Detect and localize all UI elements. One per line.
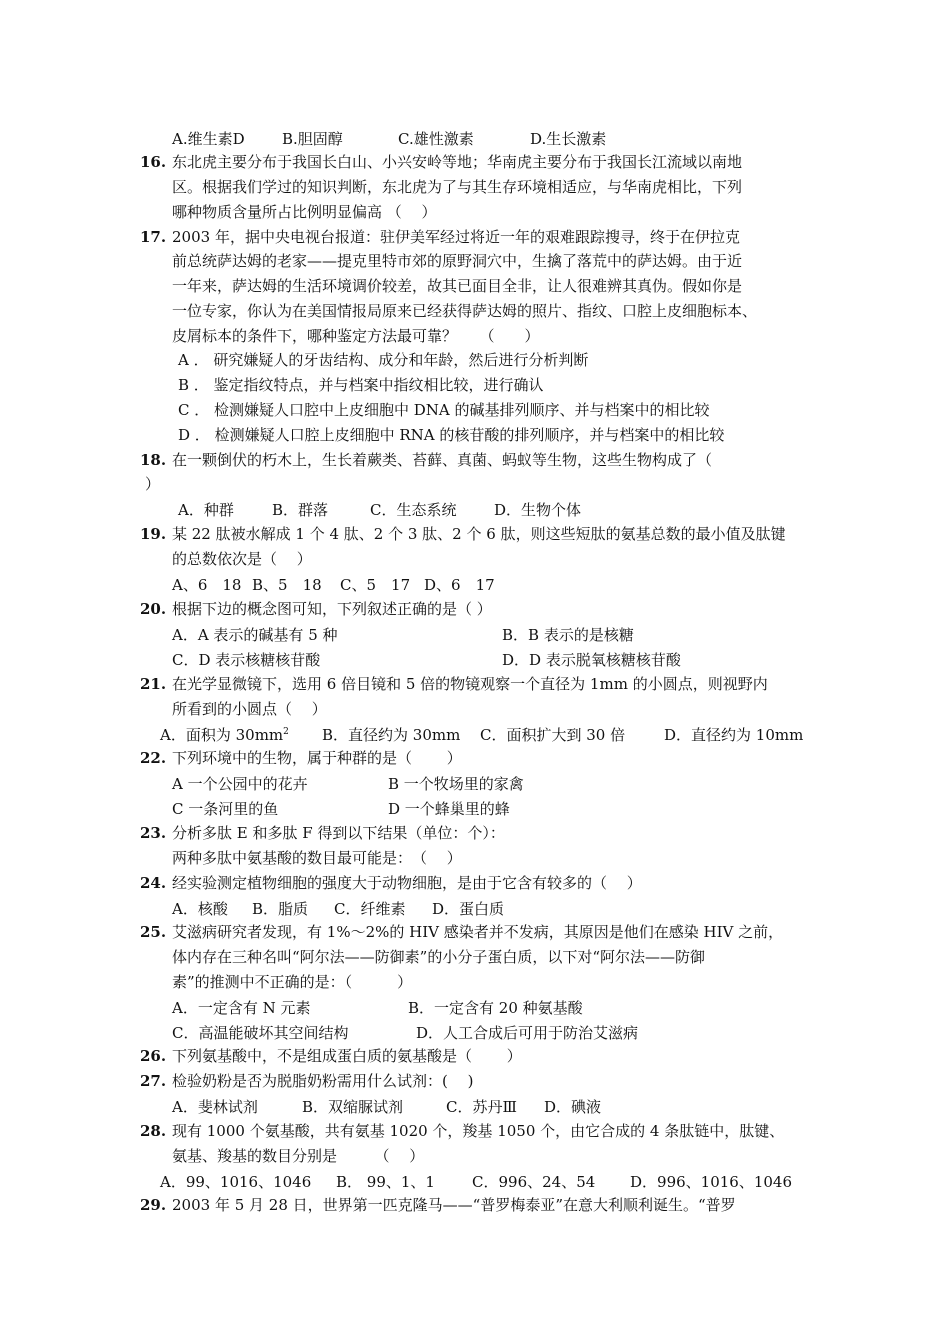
q18-line-1: 在一颗倒伏的朽木上，生长着蕨类、苔藓、真菌、蚂蚁等生物，这些生物构成了（ <box>172 451 713 469</box>
q18-option-a: A．种群 <box>178 501 234 519</box>
q20-option-a: A．A 表示的碱基有 5 种 <box>172 626 338 644</box>
q23-line-1: 分析多肽 E 和多肽 F 得到以下结果（单位：个）： <box>172 824 505 842</box>
q25-line-3: 素”的推测中不正确的是：（ ） <box>172 973 413 991</box>
q15-option-a: A.维生素D <box>172 130 245 148</box>
q27-option-d: D．碘液 <box>544 1098 602 1116</box>
q17-option-a: A ． 研究嫌疑人的牙齿结构、成分和年龄，然后进行分析判断 <box>178 351 589 369</box>
q16-line-3: 哪种物质含量所占比例明显偏高 （ ） <box>172 203 437 221</box>
q20-line-1: 根据下边的概念图可知，下列叙述正确的是（ ） <box>172 600 492 618</box>
q25-line-2: 体内存在三种名叫“阿尔法——防御素”的小分子蛋白质，以下对“阿尔法——防御 <box>172 948 706 966</box>
q17-line-3: 一年来，萨达姆的生活环境调价较差，故其已面目全非，让人很难辨其真伪。假如你是 <box>172 277 743 295</box>
q18-option-d: D．生物个体 <box>494 501 582 519</box>
q17-option-d: D ． 检测嫌疑人口腔上皮细胞中 RNA 的核苷酸的排列顺序，并与档案中的相比较 <box>178 426 725 444</box>
q22-option-b: B 一个牧场里的家禽 <box>388 775 524 793</box>
q24-option-c: C．纤维素 <box>334 900 406 918</box>
q16-line-2: 区。根据我们学过的知识判断，东北虎为了与其生存环境相适应，与华南虎相比，下列 <box>172 178 743 196</box>
q19-line-2: 的总数依次是（ ） <box>172 550 312 568</box>
q27-option-a: A．斐林试剂 <box>172 1098 258 1116</box>
q19-option-d: D、6 17 <box>424 576 495 594</box>
q25-option-b: B．一定含有 20 种氨基酸 <box>408 999 583 1017</box>
q22-number: 22. <box>140 749 167 767</box>
q21-option-a: A．面积为 $30mm^2$ <box>160 726 289 744</box>
q16-line-1: 东北虎主要分布于我国长白山、小兴安岭等地；华南虎主要分布于我国长江流域以南地 <box>172 153 743 171</box>
q20-number: 20. <box>140 600 167 618</box>
q28-number: 28. <box>140 1122 167 1140</box>
q16-number: 16. <box>140 153 167 171</box>
q28-option-d: D．996、1016、1046 <box>630 1173 793 1191</box>
q25-option-d: D．人工合成后可用于防治艾滋病 <box>416 1024 639 1042</box>
q27-option-b: B．双缩脲试剂 <box>302 1098 404 1116</box>
q19-number: 19. <box>140 525 167 543</box>
q23-number: 23. <box>140 824 167 842</box>
q24-line-1: 经实验测定植物细胞的强度大于动物细胞，是由于它含有较多的（ ） <box>172 874 642 892</box>
q17-line-2: 前总统萨达姆的老家——提克里特市郊的原野洞穴中，生擒了落荒中的萨达姆。由于近 <box>172 252 743 270</box>
q25-option-c: C．高温能破坏其空间结构 <box>172 1024 349 1042</box>
q26-number: 26. <box>140 1047 167 1065</box>
q19-option-b: B、5 18 <box>252 576 322 594</box>
q19-option-a: A、6 18 <box>172 576 242 594</box>
q20-option-c: C．D 表示核糖核苷酸 <box>172 651 321 669</box>
q18-option-c: C．生态系统 <box>370 501 457 519</box>
q15-option-b: B.胆固醇 <box>282 130 343 148</box>
q28-option-b: B． 99、1、1 <box>336 1173 435 1191</box>
q28-option-a: A．99、1016、1046 <box>160 1173 312 1191</box>
q15-option-d: D.生长激素 <box>530 130 607 148</box>
q25-number: 25. <box>140 923 167 941</box>
q26-line-1: 下列氨基酸中，不是组成蛋白质的氨基酸是（ ） <box>172 1047 522 1065</box>
q15-option-c: C.雄性激素 <box>398 130 474 148</box>
q21-line-2: 所看到的小圆点（ ） <box>172 700 327 718</box>
q28-line-1: 现有 1000 个氨基酸，共有氨基 1020 个，羧基 1050 个，由它合成的 4 条肽链中，肽键、 <box>172 1122 785 1140</box>
q29-number: 29. <box>140 1196 167 1214</box>
q24-option-a: A．核酸 <box>172 900 228 918</box>
q27-number: 27. <box>140 1072 167 1090</box>
q21-option-b: B．直径约为 30mm <box>322 726 461 744</box>
q22-line-1: 下列环境中的生物，属于种群的是（ ） <box>172 749 462 767</box>
q20-option-d: D．D 表示脱氧核糖核苷酸 <box>502 651 681 669</box>
q17-line-5: 皮屑标本的条件下，哪种鉴定方法最可靠？ （ ） <box>172 327 540 345</box>
q24-option-b: B．脂质 <box>252 900 309 918</box>
q18-line-2: ） <box>145 475 161 493</box>
q18-number: 18. <box>140 451 167 469</box>
q22-option-c: C 一条河里的鱼 <box>172 800 279 818</box>
q19-line-1: 某 22 肽被水解成 1 个 4 肽、2 个 3 肽、2 个 6 肽，则这些短肽的氨基总数的最小值及肽键 <box>172 525 786 543</box>
q22-option-a: A 一个公园中的花卉 <box>172 775 308 793</box>
q28-line-2: 氨基、羧基的数目分别是 （ ） <box>172 1147 425 1165</box>
q18-option-b: B．群落 <box>272 501 329 519</box>
q21-superscript: 2 <box>283 727 289 737</box>
q21-option-d: D．直径约为 10mm <box>664 726 804 744</box>
q17-line-4: 一位专家，你认为在美国情报局原来已经获得萨达姆的照片、指纹、口腔上皮细胞标本、 <box>172 302 758 320</box>
q17-option-c: C ． 检测嫌疑人口腔中上皮细胞中 DNA 的碱基排列顺序、并与档案中的相比较 <box>178 401 710 419</box>
q21-line-1: 在光学显微镜下，选用 6 倍目镜和 5 倍的物镜观察一个直径为 1mm 的小圆点，则视野内 <box>172 675 768 693</box>
q24-number: 24. <box>140 874 167 892</box>
q27-option-c: C．苏丹Ⅲ <box>446 1098 517 1116</box>
q20-option-b: B．B 表示的是核糖 <box>502 626 634 644</box>
q17-line-1: 2003 年，据中央电视台报道：驻伊美军经过将近一年的艰难跟踪搜寻，终于在伊拉克 <box>172 228 740 246</box>
q27-line-1: 检验奶粉是否为脱脂奶粉需用什么试剂：( ) <box>172 1072 474 1090</box>
q23-line-2: 两种多肽中氨基酸的数目最可能是： （ ） <box>172 849 462 867</box>
q21-option-c: C．面积扩大到 30 倍 <box>480 726 626 744</box>
q29-line-1: 2003 年 5 月 28 日，世界第一匹克隆马——“普罗梅泰亚”在意大利顺利诞生。“普罗 <box>172 1196 736 1214</box>
q24-option-d: D．蛋白质 <box>432 900 505 918</box>
q17-number: 17. <box>140 228 167 246</box>
q25-option-a: A．一定含有 N 元素 <box>172 999 311 1017</box>
q17-option-b: B ． 鉴定指纹特点，并与档案中指纹相比较，进行确认 <box>178 376 544 394</box>
q28-option-c: C．996、24、54 <box>472 1173 596 1191</box>
q25-line-1: 艾滋病研究者发现，有 1%～2%的 HIV 感染者并不发病，其原因是他们在感染 HIV 之前， <box>172 923 784 941</box>
q19-option-c: C、5 17 <box>340 576 411 594</box>
q21-number: 21. <box>140 675 167 693</box>
q22-option-d: D 一个蜂巢里的蜂 <box>388 800 510 818</box>
